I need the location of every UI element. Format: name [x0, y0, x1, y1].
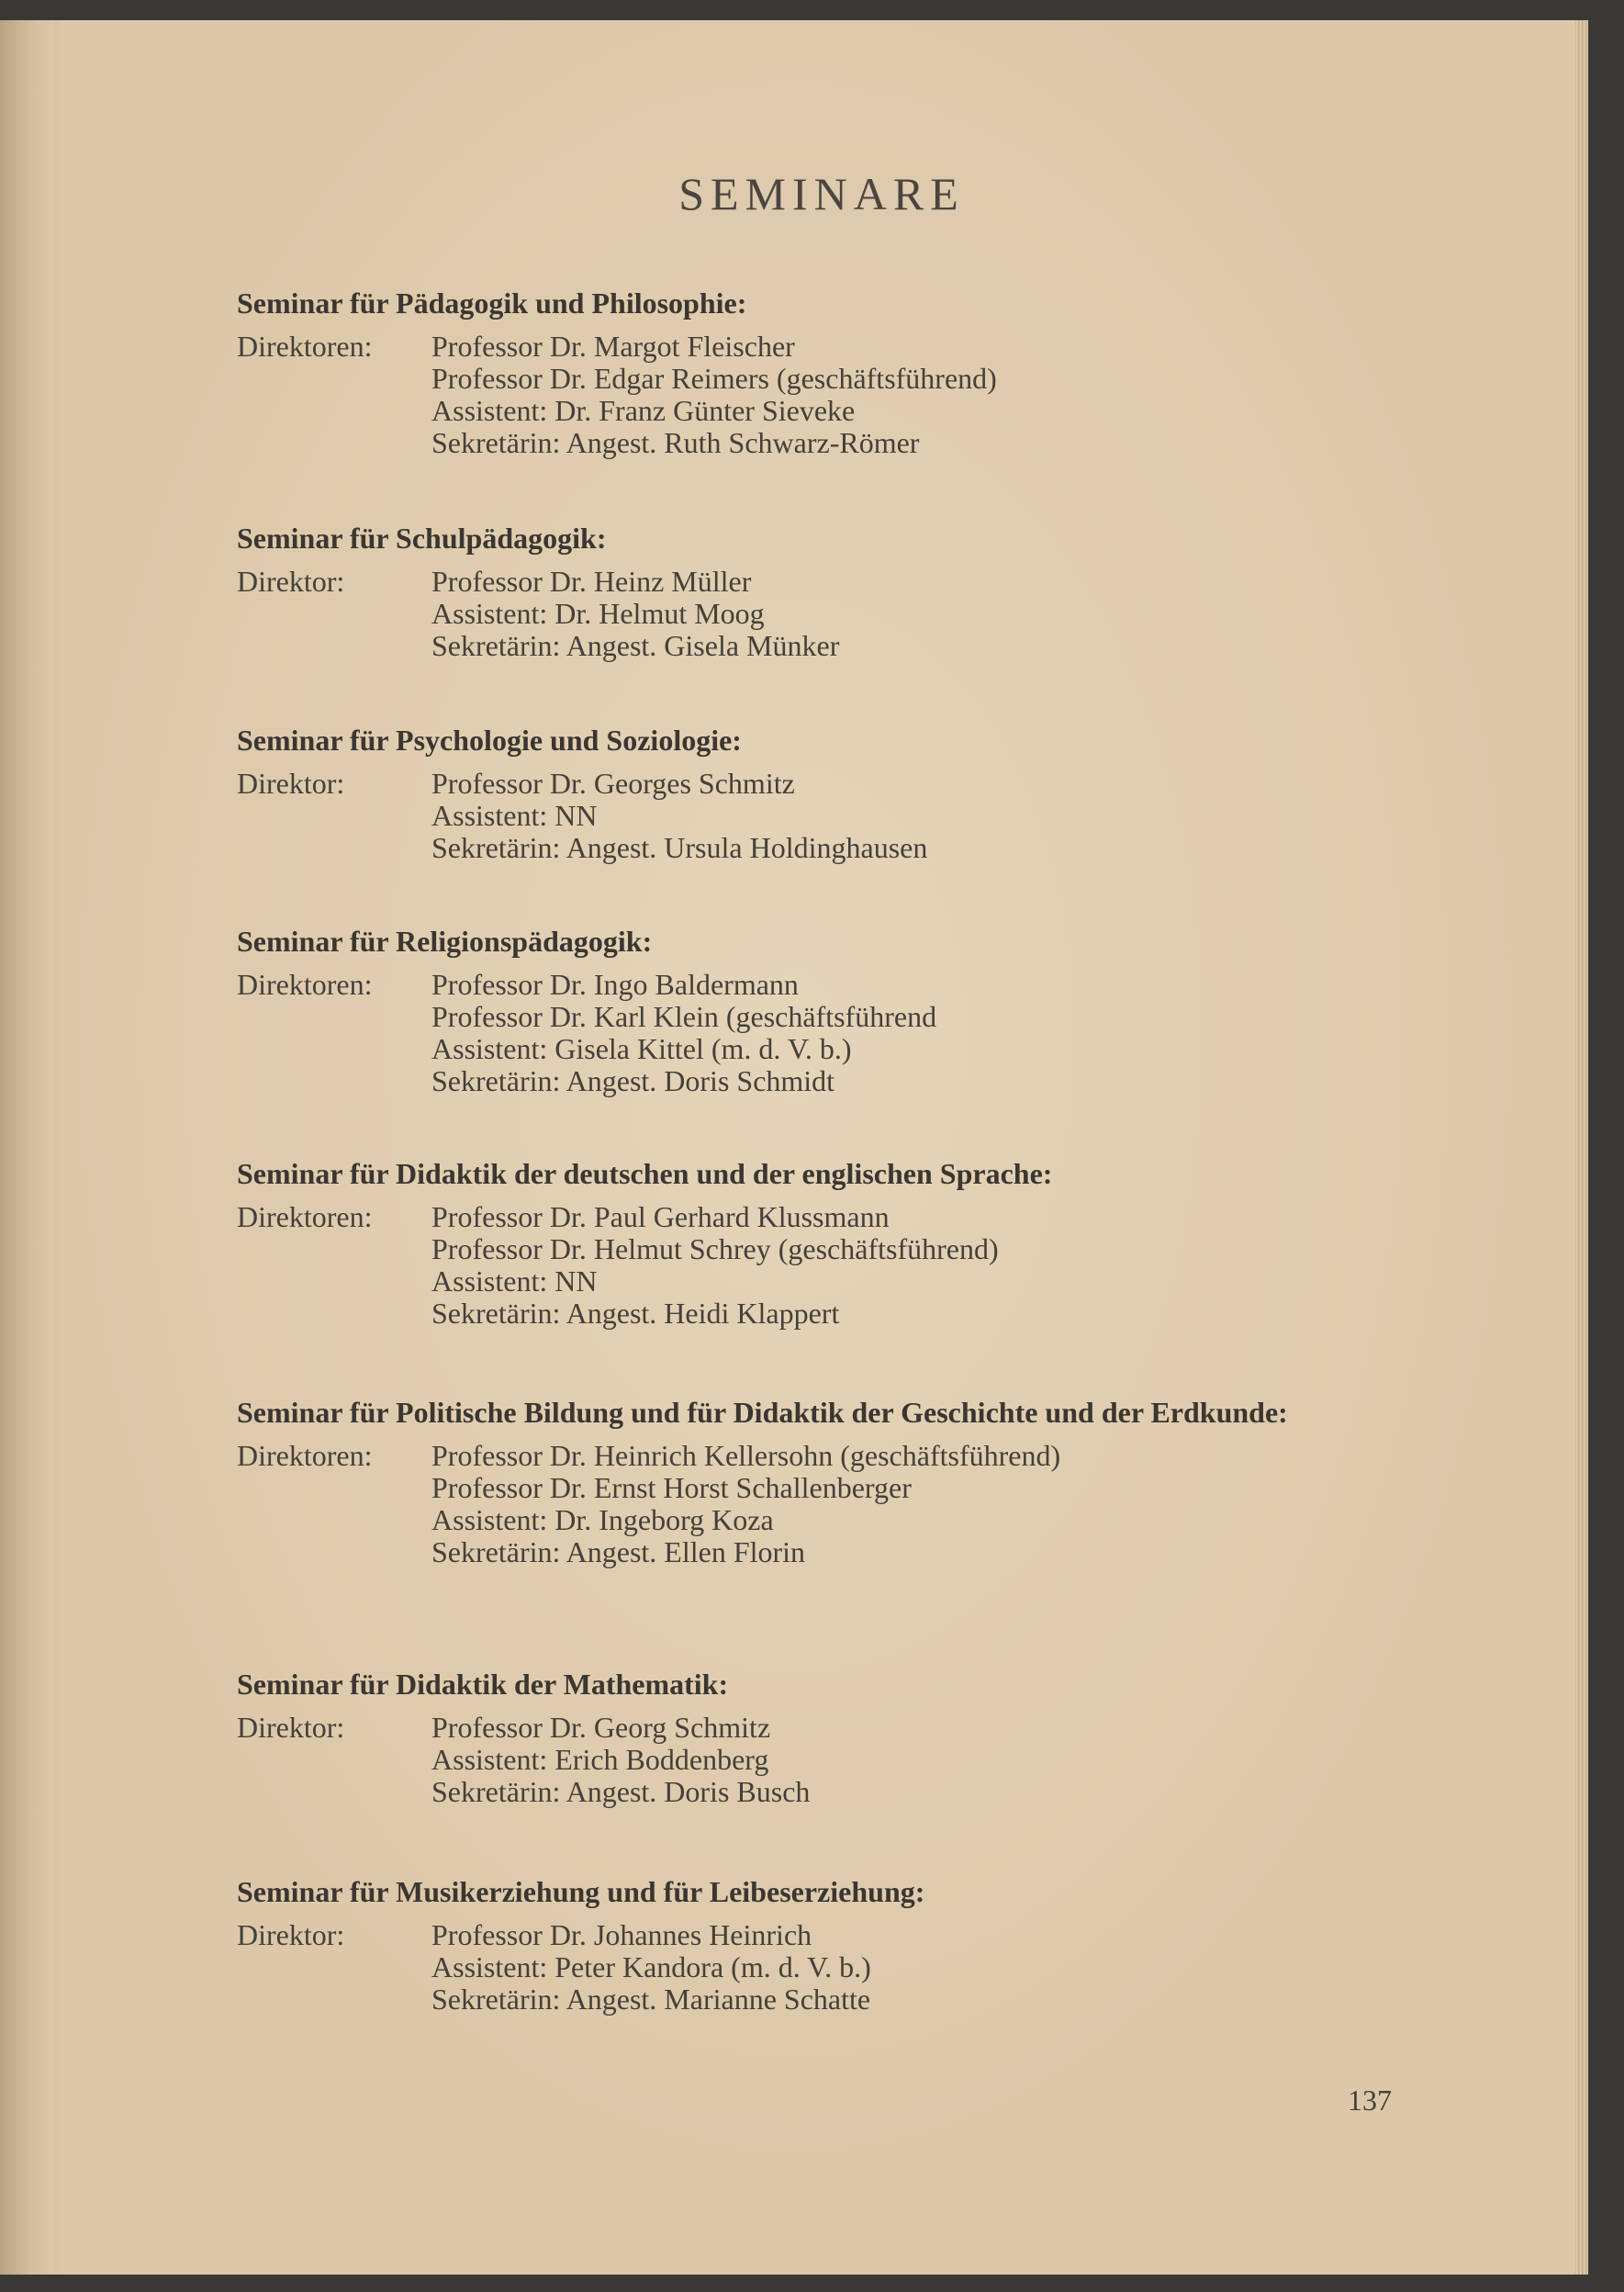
seminar-title: Seminar für Schulpädagogik: [237, 522, 607, 555]
seminar-title: Seminar für Religionspädagogik: [237, 925, 653, 958]
seminar-entry [237, 1875, 1338, 2016]
staff-block [237, 768, 1338, 864]
seminar-entry [237, 286, 1338, 459]
staff-block [237, 1201, 1338, 1330]
staff-line: Professor Dr. Helmut Schrey (geschäftsführend) [431, 1232, 999, 1265]
staff-role-label: Direktoren: [237, 330, 373, 363]
book-page [0, 20, 1588, 2275]
staff-line: Assistent: Gisela Kittel (m. d. V. b.) [431, 1032, 852, 1065]
seminar-title: Seminar für Musikerziehung und für Leibeserziehung: [237, 1875, 925, 1908]
staff-line: Professor Dr. Johannes Heinrich [431, 1918, 812, 1951]
book-gutter [0, 20, 53, 2275]
staff-role-label: Direktoren: [237, 1439, 373, 1472]
staff-line: Sekretärin: Angest. Ursula Holdinghausen [431, 831, 928, 864]
staff-role-label: Direktor: [237, 565, 345, 598]
staff-block [237, 331, 1338, 459]
staff-line: Sekretärin: Angest. Heidi Klappert [431, 1297, 840, 1330]
staff-line: Sekretärin: Angest. Ruth Schwarz-Römer [431, 426, 920, 459]
staff-line: Professor Dr. Georg Schmitz [431, 1711, 771, 1744]
staff-line: Sekretärin: Angest. Doris Busch [431, 1775, 811, 1808]
staff-line: Professor Dr. Ernst Horst Schallenberger [431, 1471, 912, 1504]
staff-line: Sekretärin: Angest. Gisela Münker [431, 629, 840, 662]
staff-role-label: Direktor: [237, 1918, 345, 1951]
staff-line: Sekretärin: Angest. Marianne Schatte [431, 1983, 871, 2016]
seminar-title: Seminar für Pädagogik und Philosophie: [237, 286, 747, 320]
staff-line: Sekretärin: Angest. Doris Schmidt [431, 1064, 835, 1097]
page-edge [1575, 20, 1588, 2275]
staff-line: Assistent: NN [431, 1264, 598, 1298]
staff-block [237, 1440, 1338, 1568]
staff-role-label: Direktoren: [237, 1200, 373, 1233]
seminar-entry [237, 522, 1338, 662]
seminar-entry [237, 925, 1338, 1097]
staff-role-label: Direktor: [237, 1711, 345, 1744]
staff-line: Professor Dr. Margot Fleischer [431, 330, 795, 363]
staff-line: Assistent: Dr. Franz Günter Sieveke [431, 394, 856, 427]
staff-line: Assistent: Dr. Helmut Moog [431, 597, 765, 630]
staff-line: Assistent: Peter Kandora (m. d. V. b.) [431, 1950, 871, 1983]
seminar-entry [237, 724, 1338, 864]
staff-role-label: Direktoren: [237, 968, 373, 1001]
staff-line: Assistent: Dr. Ingeborg Koza [431, 1503, 774, 1536]
staff-line: Professor Dr. Edgar Reimers (geschäftsführend) [431, 362, 997, 395]
staff-block [237, 566, 1338, 662]
staff-line: Professor Dr. Paul Gerhard Klussmann [431, 1200, 890, 1233]
staff-line: Professor Dr. Karl Klein (geschäftsführend [431, 1000, 937, 1033]
seminar-title: Seminar für Psychologie und Soziologie: [237, 724, 742, 757]
staff-line: Professor Dr. Ingo Baldermann [431, 968, 799, 1001]
staff-line: Assistent: NN [431, 799, 598, 832]
staff-block [237, 969, 1338, 1097]
seminar-title: Seminar für Politische Bildung und für Didaktik der Geschichte und der Erdkunde: [237, 1396, 1288, 1429]
staff-line: Professor Dr. Heinrich Kellersohn (geschäftsführend) [431, 1439, 1061, 1472]
staff-block [237, 1712, 1338, 1808]
page-number: 137 [1348, 2084, 1392, 2117]
staff-role-label: Direktor: [237, 767, 345, 800]
staff-line: Assistent: Erich Boddenberg [431, 1743, 769, 1776]
staff-line: Sekretärin: Angest. Ellen Florin [431, 1535, 806, 1568]
staff-block [237, 1919, 1338, 2016]
seminar-entry [237, 1396, 1338, 1568]
seminar-entry [237, 1668, 1338, 1808]
seminar-title: Seminar für Didaktik der deutschen und der englischen Sprache: [237, 1157, 1053, 1190]
staff-line: Professor Dr. Heinz Müller [431, 565, 752, 598]
seminar-entry [237, 1157, 1338, 1330]
page-title: SEMINARE [678, 168, 965, 219]
staff-line: Professor Dr. Georges Schmitz [431, 767, 795, 800]
seminar-title: Seminar für Didaktik der Mathematik: [237, 1668, 729, 1701]
